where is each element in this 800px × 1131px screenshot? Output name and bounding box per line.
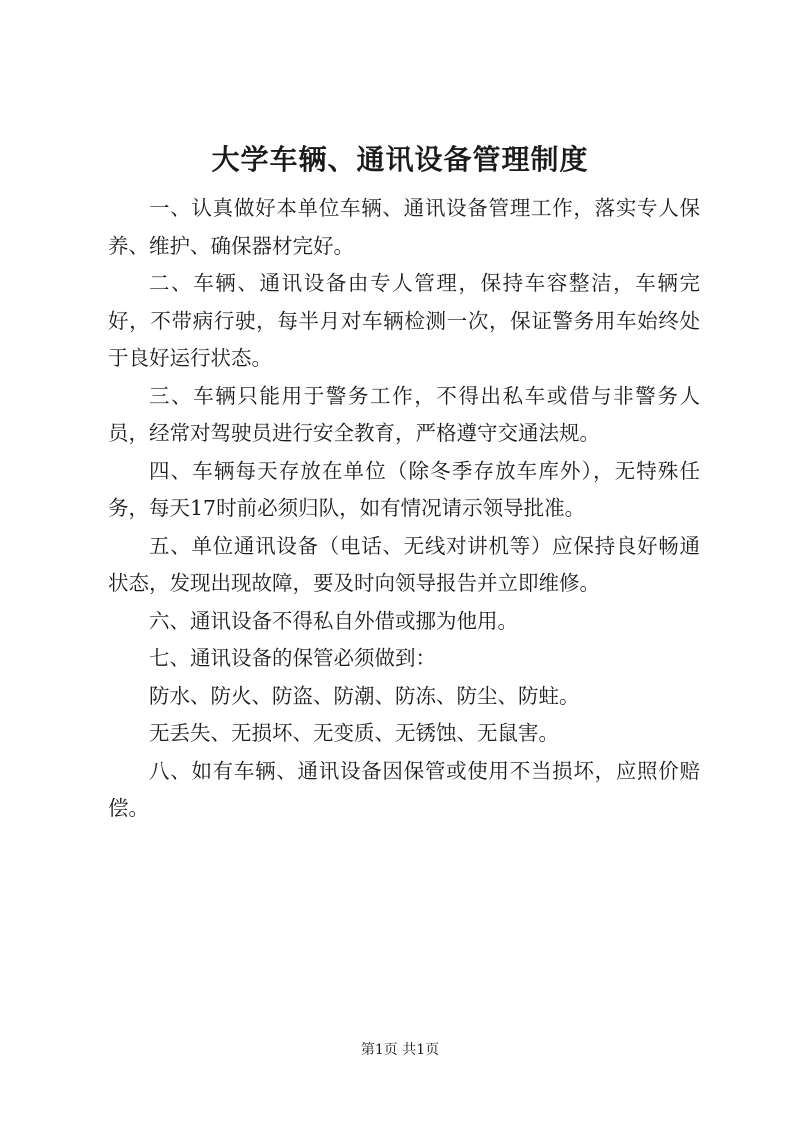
document-body: [108, 190, 700, 828]
paragraph-2: 二、车辆、通讯设备由专人管理，保持车容整洁，车辆完好，不带病行驶，每半月对车辆检测一次，保证警务用车始终处于良好运行状态。: [108, 271, 700, 370]
paragraph-9: 无丢失、无损坏、无变质、无锈蚀、无鼠害。: [149, 721, 559, 745]
paragraph-10: 八、如有车辆、通讯设备因保管或使用不当损坏，应照价赔偿。: [108, 758, 700, 820]
page-number-footer: 第1页 共1页: [360, 1042, 440, 1058]
paragraph-6: 六、通讯设备不得私自外借或挪为他用。: [149, 608, 518, 633]
paragraph-4: 四、车辆每天存放在单位（除冬季存放车库外），无特殊任务，每天17时前必须归队，如有情况请示领导批准。: [108, 458, 700, 520]
paragraph-5: 五、单位通讯设备（电话、无线对讲机等）应保持良好畅通状态，发现出现故障，要及时向领导报告并立即维修。: [108, 533, 700, 595]
paragraph-8: 防水、防火、防盗、防潮、防冻、防尘、防蛀。: [149, 683, 580, 708]
paragraph-3: 三、车辆只能用于警务工作，不得出私车或借与非警务人员，经常对驾驶员进行安全教育，严格遵守交通法规。: [108, 383, 700, 445]
paragraph-1: 一、认真做好本单位车辆、通讯设备管理工作，落实专人保养、维护、确保器材完好。: [108, 196, 700, 258]
document-title: 大学车辆、通讯设备管理制度: [211, 143, 589, 176]
paragraph-7: 七、通讯设备的保管必须做到：: [149, 646, 436, 670]
